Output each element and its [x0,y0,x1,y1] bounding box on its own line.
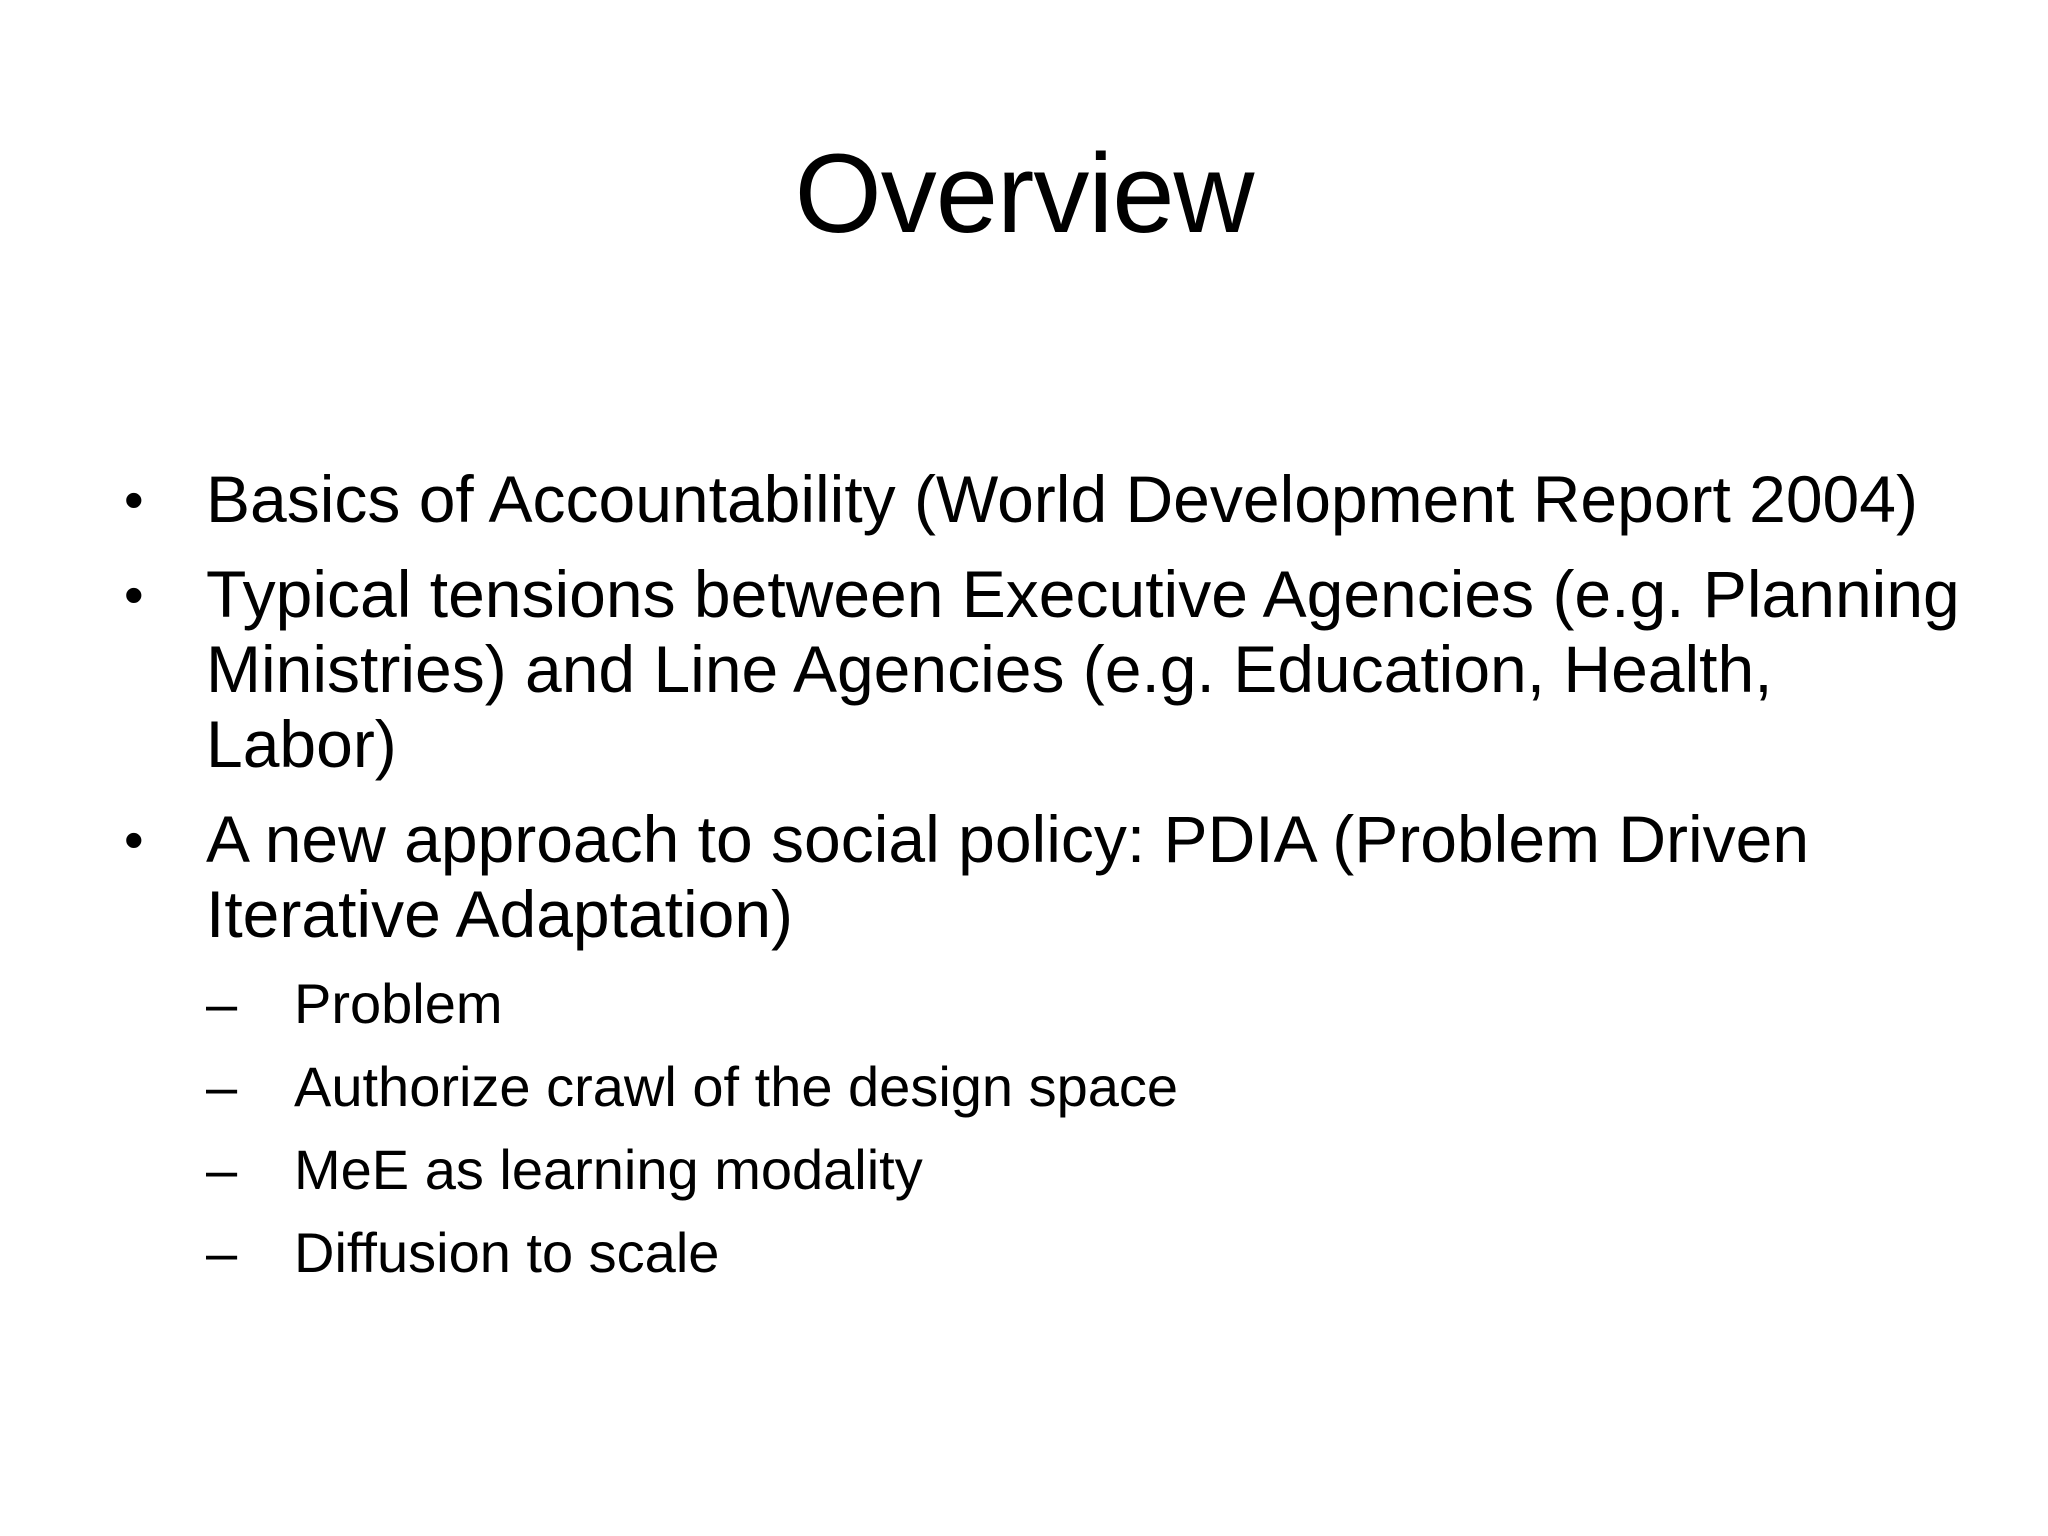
slide-title: Overview [794,131,1254,256]
dash-icon: – [206,1055,238,1118]
bullet-icon: • [124,468,144,531]
sub-bullet-item [206,1138,1980,1202]
sub-bullet-item [206,1055,1980,1119]
bullet-item [120,802,1980,952]
bullet-item [120,462,1980,537]
sub-bullet-list [206,972,1980,1285]
sub-bullet-text: MeE as learning modality [294,1138,923,1201]
bullet-item [120,557,1980,782]
bullet-list [120,462,1980,1304]
dash-icon: – [206,1221,238,1284]
sub-bullet-item [206,972,1980,1036]
sub-bullet-item [206,1221,1980,1285]
dash-icon: – [206,972,238,1035]
bullet-icon: • [124,563,144,626]
sub-bullet-text: Problem [294,972,503,1035]
bullet-text: A new approach to social policy: PDIA (Problem Driven Iterative Adaptation) [206,802,1810,951]
dash-icon: – [206,1138,238,1201]
bullet-icon: • [124,808,144,871]
sub-bullet-text: Authorize crawl of the design space [294,1055,1179,1118]
bullet-text: Basics of Accountability (World Development Report 2004) [206,462,1918,536]
sub-bullet-text: Diffusion to scale [294,1221,720,1284]
bullet-text: Typical tensions between Executive Agencies (e.g. Planning Ministries) and Line Agencies (e.g. Education, Health, Labor) [206,557,1960,781]
